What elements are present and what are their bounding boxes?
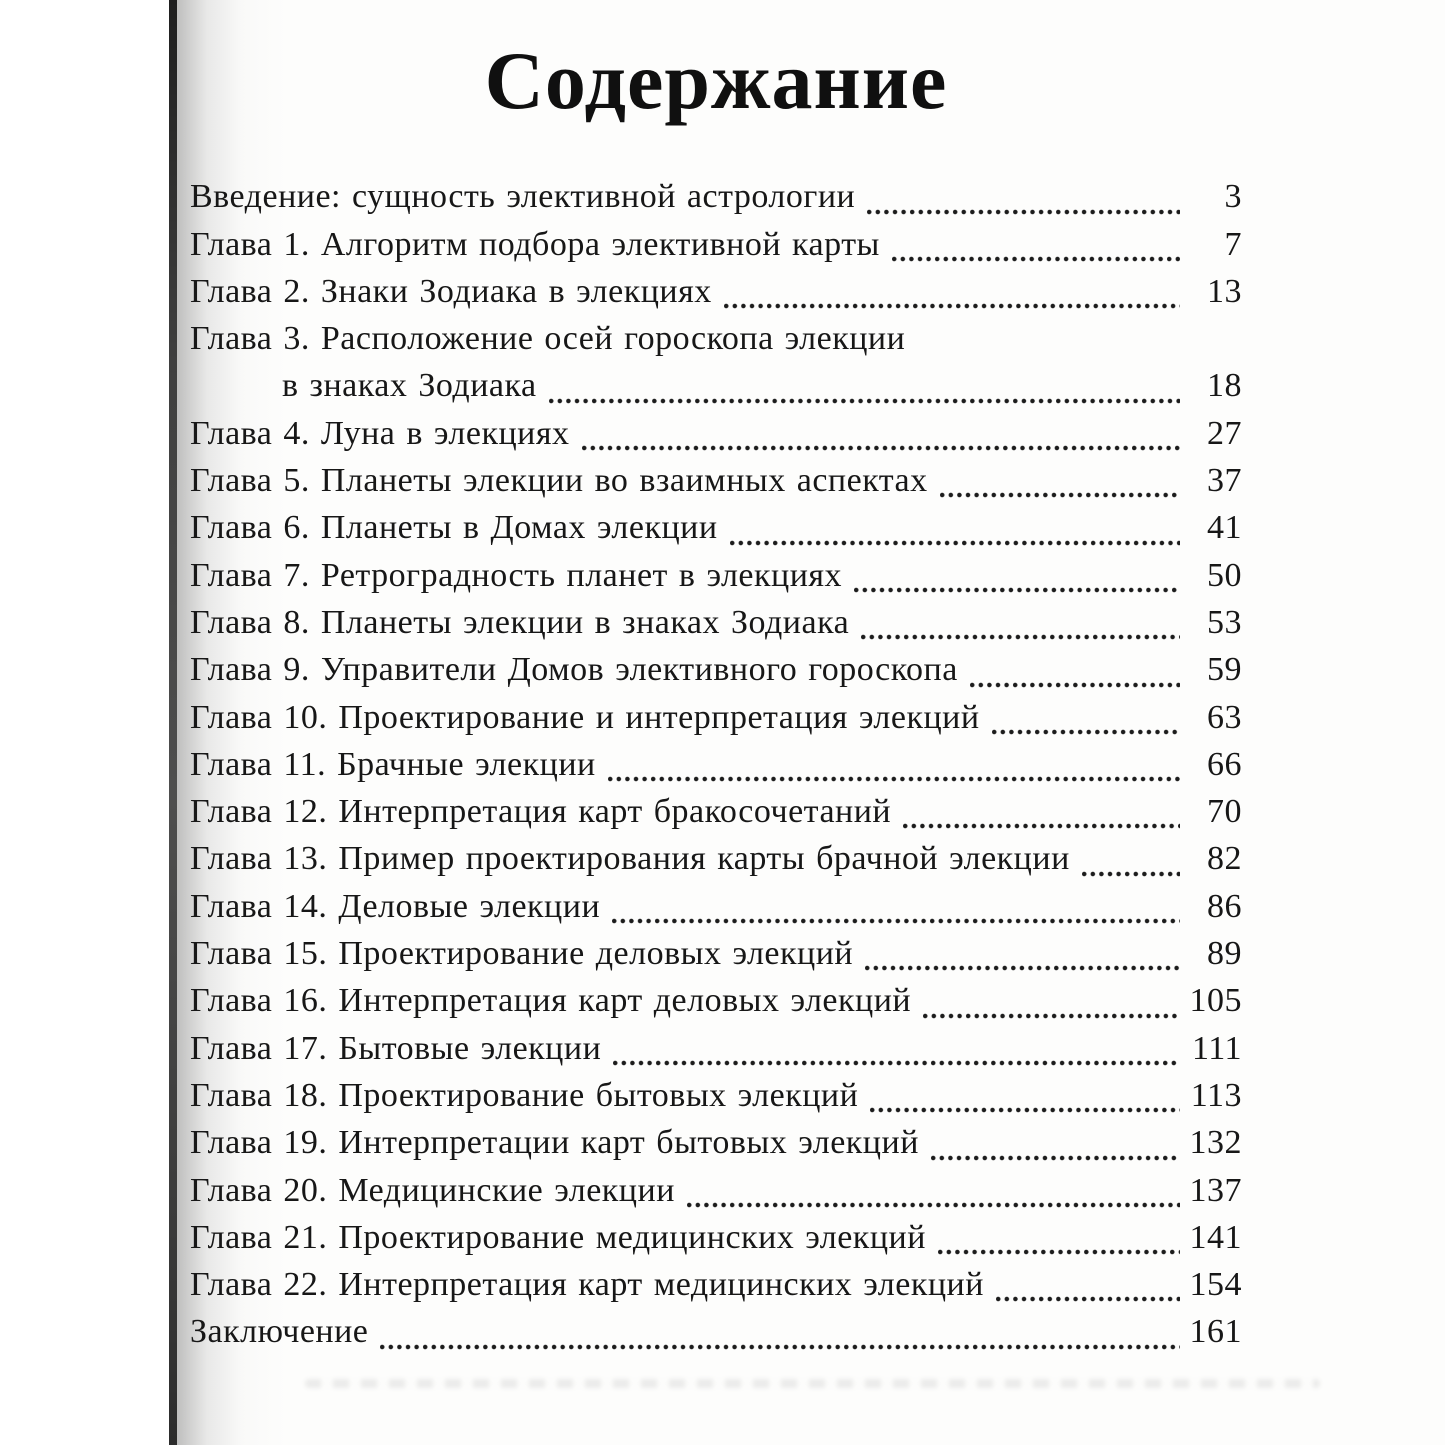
- dot-leader: [931, 1151, 1180, 1163]
- toc-entry-label: Глава 12. Интерпретация карт бракосочетаний: [190, 793, 892, 831]
- toc-entry-label: Глава 3. Расположение осей гороскопа элекции: [190, 320, 906, 358]
- toc-entry: [190, 1124, 1242, 1171]
- toc-entry-label: Глава 10. Проектирование и интерпретация элекций: [190, 698, 980, 736]
- toc-entry-page-number: 63: [1207, 698, 1242, 736]
- toc-entry-page-number: 37: [1207, 462, 1242, 500]
- page-content: [190, 34, 1242, 1361]
- dot-leader: [724, 299, 1180, 311]
- toc-entry: [190, 273, 1242, 320]
- dot-leader: [861, 630, 1180, 642]
- toc-entry-label: Глава 4. Луна в элекциях: [190, 414, 570, 452]
- toc-entry-page-number: 154: [1189, 1266, 1242, 1304]
- toc-entry-label: Глава 15. Проектирование деловых элекций: [190, 935, 854, 973]
- toc-entry-label: Глава 19. Интерпретации карт бытовых элекций: [190, 1124, 919, 1162]
- toc-entry: [190, 888, 1242, 935]
- toc-entry: [190, 1077, 1242, 1124]
- toc-entry: [190, 226, 1242, 273]
- dot-leader: [903, 819, 1180, 831]
- toc-entry: [190, 509, 1242, 556]
- toc-entry-page-number: 86: [1207, 887, 1242, 925]
- toc-entry: [190, 982, 1242, 1029]
- dot-leader: [940, 488, 1180, 500]
- toc-entry-label: Глава 14. Деловые элекции: [190, 887, 601, 925]
- toc-entry-label: Глава 18. Проектирование бытовых элекций: [190, 1076, 859, 1114]
- toc-entry-page-number: 105: [1189, 982, 1242, 1020]
- toc-entry: [190, 746, 1242, 793]
- dot-leader: [923, 1009, 1179, 1021]
- toc-entry-page-number: 111: [1192, 1029, 1242, 1067]
- toc-entry-label: Глава 1. Алгоритм подбора элективной карты: [190, 225, 880, 263]
- toc-entry-label: Введение: сущность элективной астрологии: [190, 178, 856, 216]
- dot-leader: [938, 1245, 1180, 1257]
- toc-entry-label: Глава 22. Интерпретация карт медицинских элекций: [190, 1266, 984, 1304]
- toc-entry-label: Глава 17. Бытовые элекции: [190, 1029, 602, 1067]
- toc-entry: [190, 935, 1242, 982]
- dot-leader: [582, 441, 1181, 453]
- dot-leader: [992, 725, 1180, 737]
- toc-entry-label: Глава 20. Медицинские элекции: [190, 1171, 675, 1209]
- page-title: Содержание: [484, 35, 948, 126]
- toc-entry-page-number: 161: [1189, 1313, 1242, 1351]
- toc-entry-page-number: 89: [1207, 935, 1242, 973]
- toc-entry-label: Глава 11. Брачные элекции: [190, 745, 596, 783]
- toc-entry-label: Глава 9. Управители Домов элективного гороскопа: [190, 651, 958, 689]
- toc-entry-label: Глава 21. Проектирование медицинских элекций: [190, 1218, 926, 1256]
- toc-entry-page-number: 132: [1189, 1124, 1242, 1162]
- dot-leader: [549, 394, 1180, 406]
- toc-entry-page-number: 137: [1189, 1171, 1242, 1209]
- toc-entry: [190, 1266, 1242, 1313]
- toc-entry-label: Глава 13. Пример проектирования карты брачной элекции: [190, 840, 1070, 878]
- toc-entry: [190, 178, 1242, 225]
- book-spine-edge: [169, 0, 177, 1445]
- dot-leader: [380, 1340, 1179, 1352]
- dot-leader: [1082, 867, 1180, 879]
- dot-leader: [870, 1103, 1180, 1115]
- dot-leader: [608, 772, 1180, 784]
- toc-entry: [190, 367, 1242, 414]
- toc-entry: [190, 793, 1242, 840]
- toc-entry-page-number: 59: [1207, 651, 1242, 689]
- dot-leader: [854, 583, 1180, 595]
- toc-entry-page-number: 41: [1207, 509, 1242, 547]
- toc-entry-page-number: 3: [1224, 178, 1242, 216]
- toc-entry: [190, 699, 1242, 746]
- dot-leader: [996, 1292, 1180, 1304]
- toc-entry: [190, 1313, 1242, 1360]
- toc-entry-label: Глава 7. Ретроградность планет в элекциях: [190, 556, 843, 594]
- toc-entry-label: Заключение: [190, 1313, 369, 1351]
- dot-leader: [970, 678, 1180, 690]
- toc-entry-label: Глава 2. Знаки Зодиака в элекциях: [190, 272, 712, 310]
- dot-leader: [613, 1056, 1180, 1068]
- toc-entry-page-number: 113: [1190, 1076, 1242, 1114]
- toc-entry-label: Глава 5. Планеты элекции во взаимных аспектах: [190, 462, 928, 500]
- toc-entry-page-number: 141: [1189, 1218, 1242, 1256]
- toc-entry: [190, 604, 1242, 651]
- toc-entry: [190, 1172, 1242, 1219]
- toc-entry-label: в знаках Зодиака: [282, 367, 537, 405]
- toc-entry-page-number: 66: [1207, 745, 1242, 783]
- toc-entry-page-number: 50: [1207, 556, 1242, 594]
- toc-entry-page-number: 53: [1207, 603, 1242, 641]
- toc-entry: [190, 415, 1242, 462]
- toc-entry: [190, 840, 1242, 887]
- dot-leader: [892, 252, 1180, 264]
- toc-entry-page-number: 13: [1207, 272, 1242, 310]
- toc-entry: [190, 1219, 1242, 1266]
- toc-entry: [190, 651, 1242, 698]
- dot-leader: [730, 536, 1180, 548]
- toc-entry: [190, 1030, 1242, 1077]
- toc-entry-label: Глава 8. Планеты элекции в знаках Зодиака: [190, 603, 850, 641]
- toc-entry-page-number: 82: [1207, 840, 1242, 878]
- table-of-contents: [190, 178, 1242, 1360]
- dot-leader: [612, 914, 1180, 926]
- toc-entry-page-number: 70: [1207, 793, 1242, 831]
- toc-entry-page-number: 18: [1207, 367, 1242, 405]
- toc-entry-label: Глава 16. Интерпретация карт деловых элекций: [190, 982, 912, 1020]
- toc-entry: [190, 557, 1242, 604]
- dot-leader: [687, 1198, 1180, 1210]
- toc-entry-label: Глава 6. Планеты в Домах элекции: [190, 509, 718, 547]
- toc-entry-page-number: 27: [1207, 414, 1242, 452]
- toc-entry: [190, 320, 1242, 367]
- dot-leader: [867, 205, 1180, 217]
- toc-entry: [190, 462, 1242, 509]
- reverse-page-show-through: [305, 1379, 1320, 1388]
- toc-entry-page-number: 7: [1224, 225, 1242, 263]
- dot-leader: [865, 961, 1180, 973]
